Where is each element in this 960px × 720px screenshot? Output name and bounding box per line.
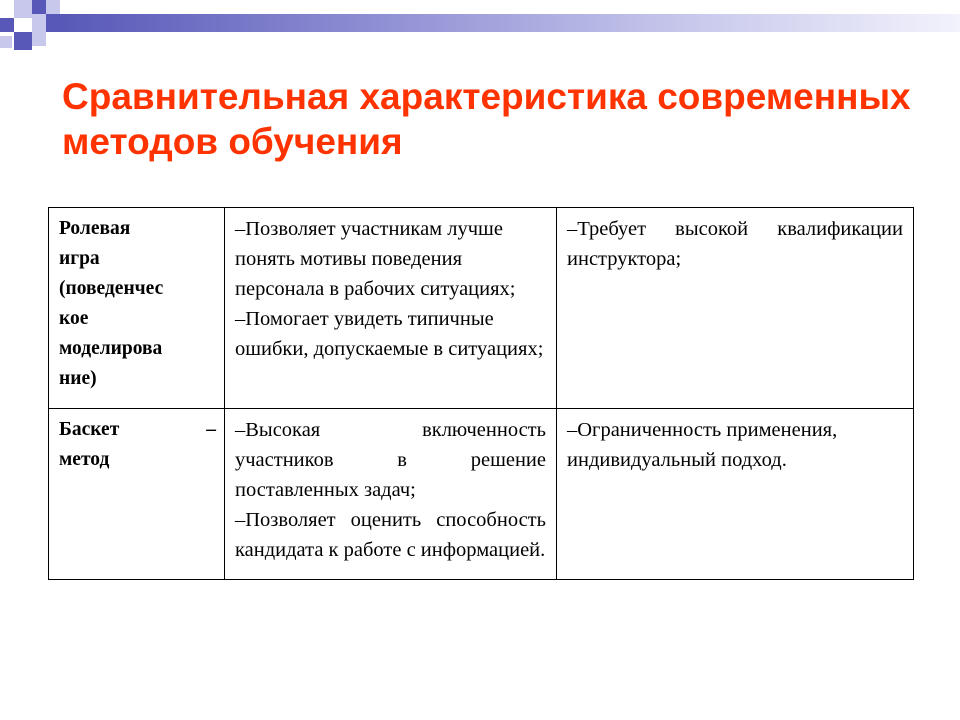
method-line: ние): [59, 368, 97, 389]
method-cell: [49, 208, 225, 409]
advantage-item: –Позволяет участникам лучше понять мотивы поведения персонала в рабочих ситуациях;: [235, 218, 516, 300]
disadvantage-item: –Требует высокой квалификации инструктора;: [567, 218, 903, 270]
deco-square: [0, 36, 12, 48]
method-line: Ролевая: [59, 218, 131, 239]
slide-title: Сравнительная характеристика современных методов обучения: [62, 76, 911, 162]
table-row: [49, 208, 914, 409]
deco-square: [14, 32, 32, 50]
method-line: игра: [59, 248, 100, 269]
deco-square: [32, 0, 46, 14]
advantages-cell: [225, 409, 557, 580]
advantage-item: –Позволяет оценить способность кандидата к работе с информацией.: [235, 509, 546, 561]
deco-square: [32, 32, 46, 46]
deco-square: [32, 14, 46, 32]
table-row: [49, 409, 914, 580]
deco-square: [0, 18, 14, 32]
method-name: метод: [59, 449, 110, 470]
method-line: кое: [59, 308, 89, 329]
header-gradient-bar: [60, 14, 960, 32]
disadvantages-cell: [557, 409, 914, 580]
deco-square: [46, 14, 60, 32]
advantages-cell: [225, 208, 557, 409]
deco-square: [14, 0, 32, 18]
method-dash: –: [206, 419, 216, 440]
method-line: (поведенчес: [59, 278, 164, 299]
advantage-item: –Высокая включенность участников в решение поставленных задач;: [235, 419, 546, 501]
method-name: Баскет: [59, 419, 120, 440]
deco-square: [14, 18, 32, 32]
disadvantages-cell: [557, 208, 914, 409]
comparison-table: [48, 207, 914, 580]
method-cell: [49, 409, 225, 580]
deco-square: [46, 0, 60, 14]
disadvantage-item: –Ограниченность применения, индивидуальный подход.: [567, 419, 838, 471]
method-line: моделирова: [59, 338, 163, 359]
advantage-item: –Помогает увидеть типичные ошибки, допускаемые в ситуациях;: [235, 308, 544, 360]
